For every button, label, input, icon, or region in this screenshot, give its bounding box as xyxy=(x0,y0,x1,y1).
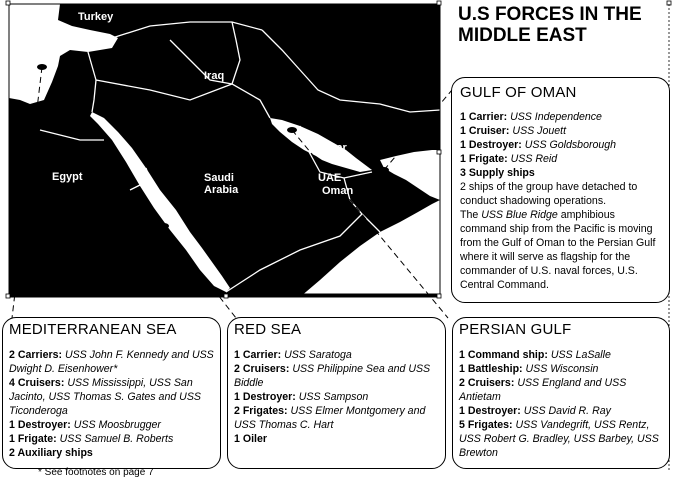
label-egypt: Egypt xyxy=(52,171,83,183)
list-item: 1 Battleship: USS Wisconsin xyxy=(459,363,599,375)
list-item: 2 Cruisers: USS England and USS Antietam xyxy=(459,377,627,403)
label-uae: UAE xyxy=(318,172,342,184)
mediterranean-box xyxy=(2,317,221,469)
mediterranean-body xyxy=(9,348,214,460)
gulf-of-oman-box xyxy=(451,77,670,303)
list-item: 1 Cruiser: USS Jouett xyxy=(460,125,567,137)
gulf-note-2: The USS Blue Ridge amphibious command ship from the Pacific is moving from the Gulf of Oman to the Persian Gulf where it will serve as flagship for the commander of U.S. naval forces, U.S. Central Command. xyxy=(460,209,656,291)
label-saudi-arabia xyxy=(204,172,238,196)
list-item: 1 Carrier: USS Independence xyxy=(460,111,602,123)
persian-gulf-heading: PERSIAN GULF xyxy=(459,321,572,338)
persian-gulf-box xyxy=(452,317,670,469)
list-item: 5 Frigates: USS Vandegrift, USS Rentz, USS Robert G. Bradley, USS Barbey, USS Brewton xyxy=(459,419,659,459)
list-item: 1 Oiler xyxy=(234,433,267,445)
list-item: 1 Destroyer: USS David R. Ray xyxy=(459,405,611,417)
mediterranean-heading: MEDITERRANEAN SEA xyxy=(9,321,177,338)
list-item: 3 Supply ships xyxy=(460,167,535,179)
list-item: 1 Destroyer: USS Goldsborough xyxy=(460,139,617,151)
red-sea-body xyxy=(234,348,439,446)
list-item: 2 Cruisers: USS Philippine Sea and USS Biddle xyxy=(234,363,431,389)
label-iraq: Iraq xyxy=(204,70,225,82)
list-item: 2 Carriers: USS John F. Kennedy and USS Dwight D. Eisenhower* xyxy=(9,349,214,375)
list-item: 1 Destroyer: USS Sampson xyxy=(234,391,369,403)
red-sea-box xyxy=(227,317,446,469)
list-item: 1 Destroyer: USS Moosbrugger xyxy=(9,419,161,431)
gulf-note-1: 2 ships of the group have detached to conduct shadowing operations. xyxy=(460,181,638,207)
list-item: 1 Command ship: USS LaSalle xyxy=(459,349,611,361)
label-qatar: Qatar xyxy=(318,142,347,154)
list-item: 4 Cruisers: USS Mississippi, USS San Jacinto, USS Thomas S. Gates and USS Ticonderoga xyxy=(9,377,201,417)
list-item: 1 Frigate: USS Reid xyxy=(460,153,558,165)
page-title xyxy=(458,4,673,46)
gulf-of-oman-body xyxy=(460,110,661,292)
list-item: 1 Carrier: USS Saratoga xyxy=(234,349,352,361)
persian-gulf-body xyxy=(459,348,663,460)
list-item: 2 Frigates: USS Elmer Montgomery and USS Thomas C. Hart xyxy=(234,405,426,431)
label-saudi-line2: Arabia xyxy=(204,184,239,196)
label-turkey: Turkey xyxy=(78,11,114,23)
list-item: 2 Auxiliary ships xyxy=(9,447,93,459)
red-sea-heading: RED SEA xyxy=(234,321,302,338)
title-line-1: U.S FORCES IN THE xyxy=(458,4,642,25)
title-line-2: MIDDLE EAST xyxy=(458,25,587,46)
footnote: * See footnotes on page 7 xyxy=(38,467,154,478)
gulf-of-oman-heading: GULF OF OMAN xyxy=(460,84,577,101)
label-saudi-line1: Saudi xyxy=(204,172,234,184)
label-oman: Oman xyxy=(322,185,354,197)
list-item: 1 Frigate: USS Samuel B. Roberts xyxy=(9,433,174,445)
